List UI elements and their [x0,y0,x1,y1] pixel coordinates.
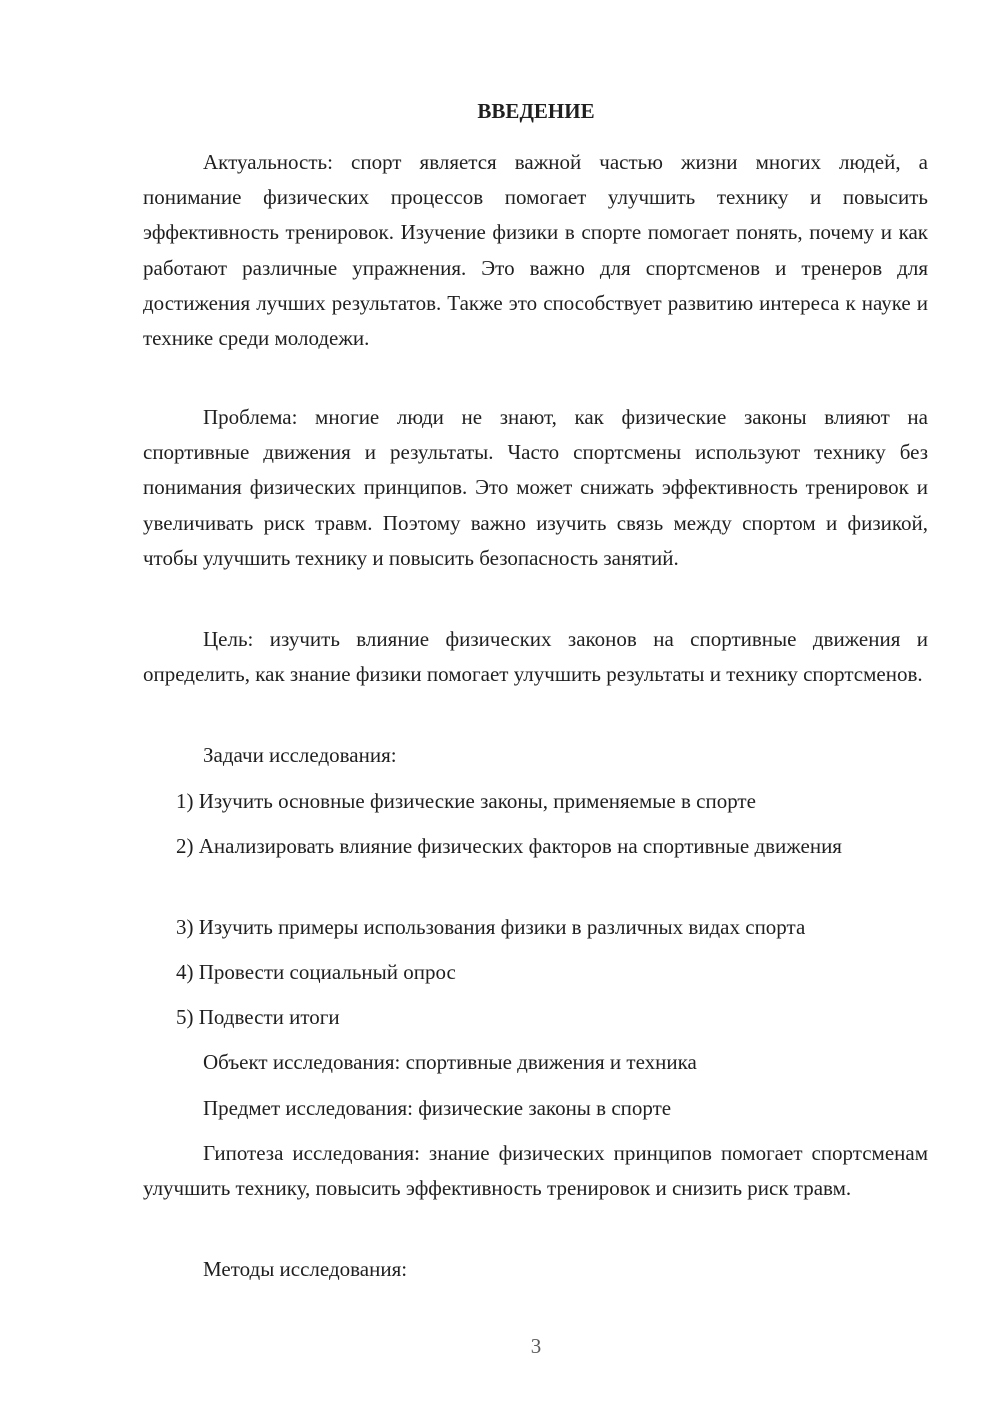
task-item: 5) Подвести итоги [176,1005,340,1029]
goal-paragraph: Цель: изучить влияние физических законов на спортивные движения и определить, как знание физики помогает улучшить результаты и технику спортсменов. [143,627,928,687]
tasks-heading: Задачи исследования: [203,743,397,767]
task-item: 3) Изучить примеры использования физики в различных видах спорта [176,915,806,939]
page-number: 3 [530,1334,542,1358]
task-item: 1) Изучить основные физические законы, применяемые в спорте [176,789,756,813]
section-title: ВВЕДЕНИЕ [477,99,595,123]
object-paragraph: Объект исследования: спортивные движения и техника [203,1050,697,1074]
relevance-paragraph: Актуальность: спорт является важной частью жизни многих людей, а понимание физических процессов помогает улучшить технику и повысить эффективность тренировок. Изучение физики в спорте помогает понять, почему и как работают различные упражнения. Это важно для спортсменов и тренеров для достижения лучших результатов. Также это способствует развитию интереса к науке и технике среди молодежи. [143,150,928,351]
hypothesis-paragraph: Гипотеза исследования: знание физических принципов помогает спортсменам улучшить технику, повысить эффективность тренировок и снизить риск травм. [143,1141,928,1201]
subject-paragraph: Предмет исследования: физические законы в спорте [203,1096,672,1120]
task-item: 2) Анализировать влияние физических факторов на спортивные движения [176,834,842,858]
methods-heading: Методы исследования: [203,1257,408,1281]
problem-paragraph: Проблема: многие люди не знают, как физические законы влияют на спортивные движения и результаты. Часто спортсмены используют технику без понимания физических принципов. Это может снижать эффективность тренировок и увеличивать риск травм. Поэтому важно изучить связь между спортом и физикой, чтобы улучшить технику и повысить безопасность занятий. [143,405,928,570]
task-item: 4) Провести социальный опрос [176,960,456,984]
